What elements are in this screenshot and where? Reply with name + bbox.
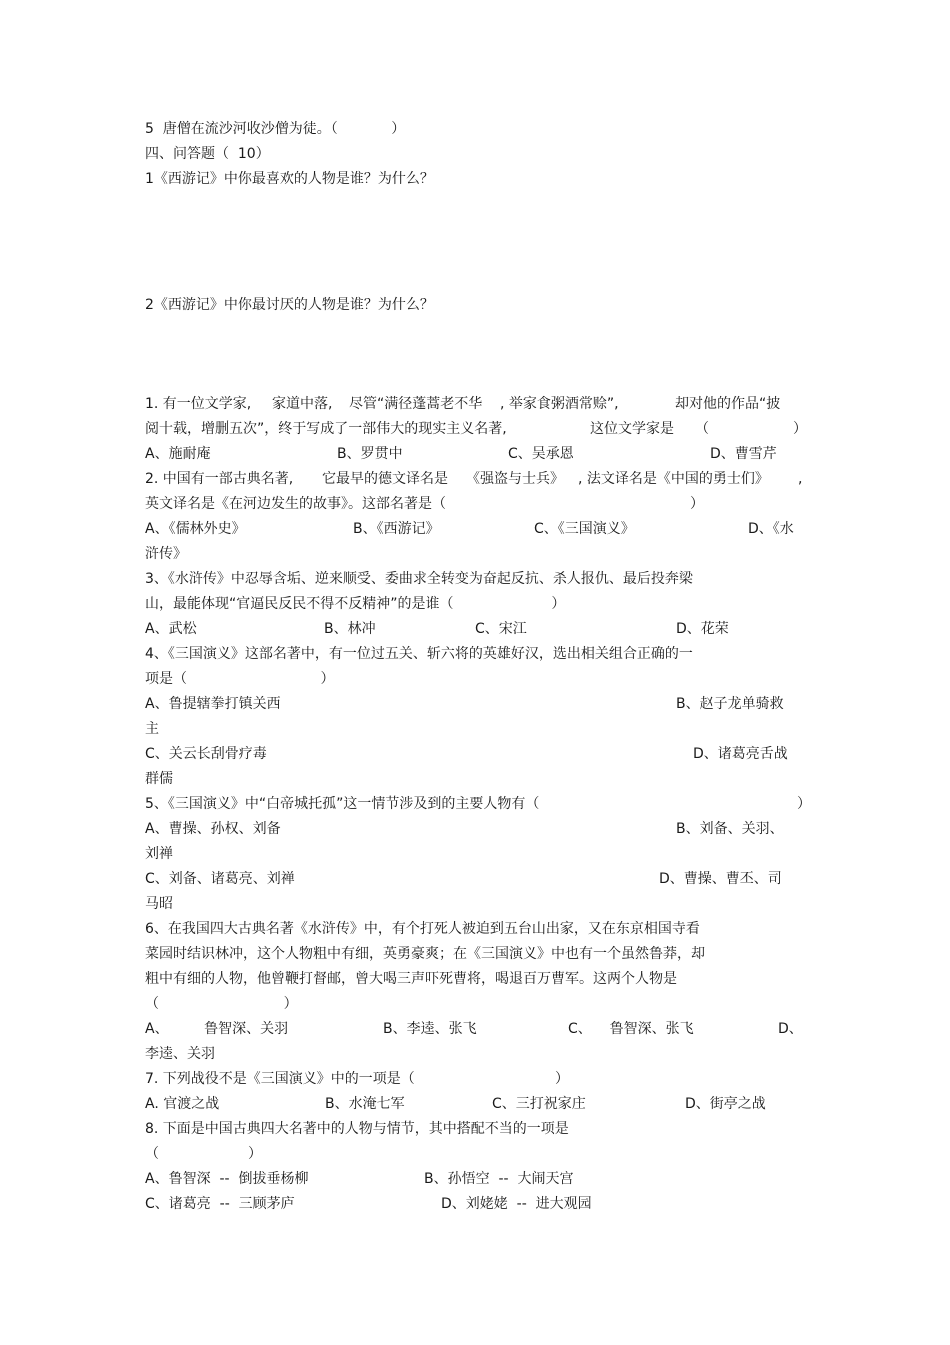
option-d: D、刘姥姥 -- 进大观园 [441, 1196, 592, 1212]
q1-text: 这位文学家是 [590, 421, 674, 437]
q7-text: 7. 下列战役不是《三国演义》中的一项是（ [145, 1071, 415, 1087]
option-b-cont: 刘禅 [145, 846, 173, 862]
option-d: D、曹雪芹 [710, 446, 777, 462]
option-c: C、吴承恩 [508, 446, 574, 462]
option-c: C、《三国演义》 [534, 521, 635, 537]
option-a: A、鲁提辖拳打镇关西 [145, 696, 281, 712]
q1-text: 家道中落, [272, 396, 333, 412]
option-c: C、关云长刮骨疗毒 [145, 746, 267, 762]
option-b: B、水淹七军 [325, 1096, 405, 1112]
option-d-cont: 马昭 [145, 896, 173, 912]
q2-text: 它最早的德文译名是 [322, 471, 448, 487]
option-d: D、曹操、曹丕、司 [659, 871, 782, 887]
option-d-cont: 李逵、关羽 [145, 1046, 215, 1062]
q6-text: 粗中有细的人物，他曾鞭打督邮，曾大喝三声吓死曹将，喝退百万曹军。这两个人物是 [145, 971, 677, 987]
q2-text: , 法文译名是《中国的勇士们》 [578, 471, 769, 487]
q3-text: 3、《水浒传》中忍辱含垢、逆来顺受、委曲求全转变为奋起反抗、杀人报仇、最后投奔梁 [145, 571, 693, 587]
q2-text: 《强盗与士兵》 [466, 471, 564, 487]
q1-text: 1. 有一位文学家, [145, 396, 252, 412]
option-d: D、 [778, 1021, 803, 1037]
q1-text: 阅十载，增删五次”，终于写成了一部伟大的现实主义名著, [145, 421, 507, 437]
option-b: B、孙悟空 -- 大闹天宫 [424, 1171, 574, 1187]
option-a: A、武松 [145, 621, 197, 637]
answer-paren-close: ） [555, 1071, 569, 1087]
q1-text: , 举家食粥酒常赊”, [500, 396, 619, 412]
option-d: D、《水 [748, 521, 794, 537]
option-b: B、罗贯中 [337, 446, 403, 462]
option-d-cont: 浒传》 [145, 546, 187, 562]
qa-question-2: 2《西游记》中你最讨厌的人物是谁？为什么？ [145, 297, 434, 313]
option-a: A、 鲁智深、关羽 [145, 1021, 289, 1037]
option-b: B、李逵、张飞 [383, 1021, 477, 1037]
q3-text: 山，最能体现“官逼民反民不得不反精神”的是谁（ ） [145, 596, 566, 612]
option-a: A、施耐庵 [145, 446, 211, 462]
q6-text: 6、在我国四大古典名著《水浒传》中，有个打死人被迫到五台山出家，又在东京相国寺看 [145, 921, 700, 937]
q2-text: , [798, 471, 803, 487]
true-false-item-5: 5 唐僧在流沙河收沙僧为徒。（ ） [145, 121, 406, 137]
q6-text: （ ） [145, 996, 298, 1012]
option-d-cont: 群儒 [145, 771, 173, 787]
q2-text: 英文译名是《在河边发生的故事》。这部名著是（ [145, 496, 446, 512]
option-d: D、花荣 [676, 621, 729, 637]
q4-text: 项是（ ） [145, 671, 335, 687]
option-a: A、曹操、孙权、刘备 [145, 821, 281, 837]
option-a: A、鲁智深 -- 倒拔垂杨柳 [145, 1171, 309, 1187]
answer-paren-open: （ [695, 421, 709, 437]
q8-text: （ ） [145, 1146, 263, 1162]
answer-paren-close: ） [690, 496, 704, 512]
option-d: D、诸葛亮舌战 [693, 746, 788, 762]
option-c: C、 鲁智深、张飞 [568, 1021, 694, 1037]
option-b: B、林冲 [324, 621, 376, 637]
qa-question-1: 1《西游记》中你最喜欢的人物是谁？为什么？ [145, 171, 434, 187]
section-heading-qa: 四、问答题（ 10） [145, 146, 270, 162]
option-c: C、宋江 [475, 621, 527, 637]
q4-text: 4、《三国演义》这部名著中，有一位过五关、斩六将的英雄好汉，选出相关组合正确的一 [145, 646, 693, 662]
q6-text: 菜园时结识林冲，这个人物粗中有细，英勇豪爽；在《三国演义》中也有一个虽然鲁莽，却 [145, 946, 705, 962]
option-d: D、街亭之战 [685, 1096, 766, 1112]
option-b: B、《西游记》 [353, 521, 440, 537]
option-b: B、刘备、关羽、 [676, 821, 784, 837]
q8-text: 8. 下面是中国古典四大名著中的人物与情节，其中搭配不当的一项是 [145, 1121, 569, 1137]
q1-text: 却对他的作品“披 [675, 396, 781, 412]
q2-text: 2. 中国有一部古典名著, [145, 471, 294, 487]
option-a: A. 官渡之战 [145, 1096, 220, 1112]
option-c: C、刘备、诸葛亮、刘禅 [145, 871, 295, 887]
answer-paren-close: ） [793, 421, 807, 437]
answer-paren-close: ） [797, 796, 811, 812]
option-a: A、《儒林外史》 [145, 521, 246, 537]
option-b: B、赵子龙单骑救 [676, 696, 784, 712]
option-c: C、三打祝家庄 [492, 1096, 586, 1112]
option-b-cont: 主 [145, 721, 159, 737]
option-c: C、诸葛亮 -- 三顾茅庐 [145, 1196, 295, 1212]
q1-text: 尽管“满径蓬蒿老不华 [349, 396, 483, 412]
q5-text: 5、《三国演义》中“白帝城托孤”这一情节涉及到的主要人物有（ [145, 796, 540, 812]
